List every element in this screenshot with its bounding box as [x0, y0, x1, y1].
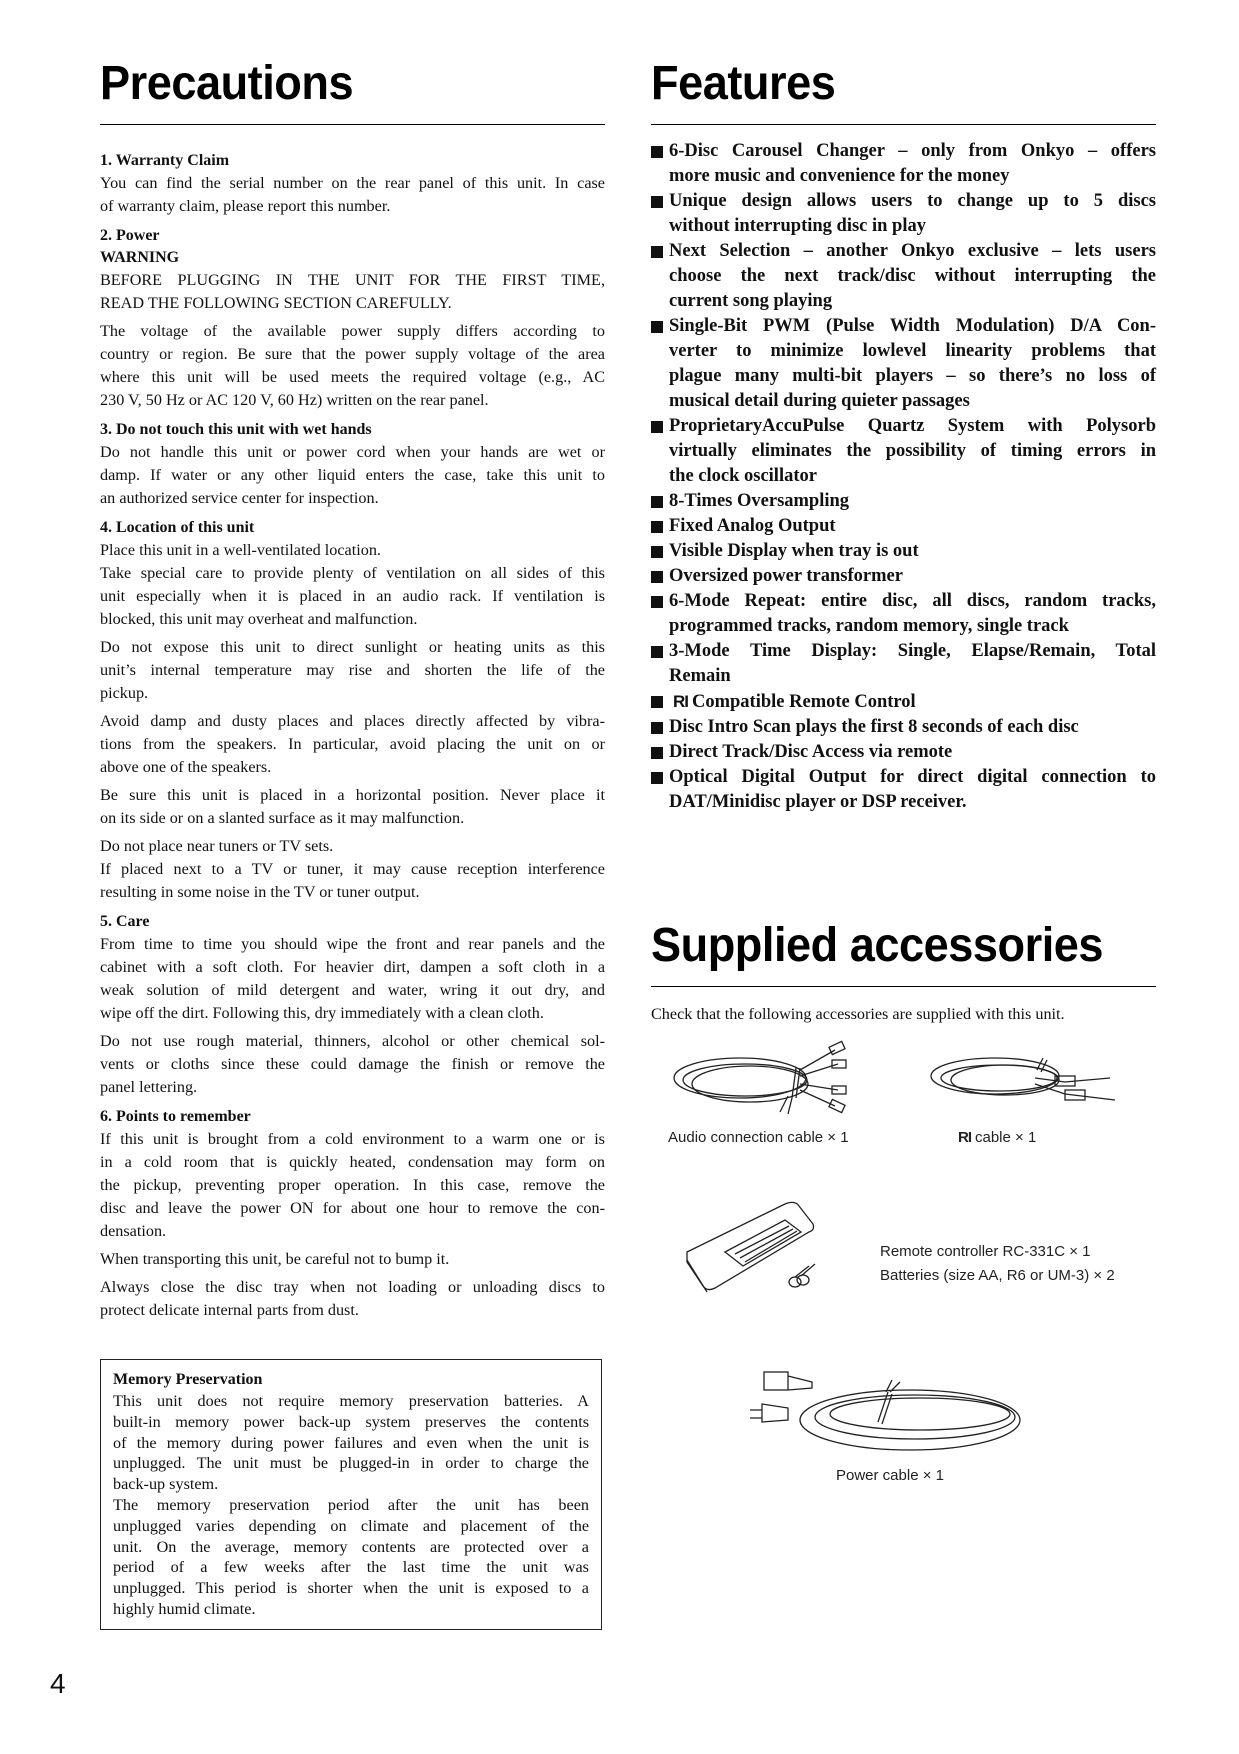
text-line: built-in memory power back-up system preserves the contents — [113, 1412, 589, 1431]
square-bullet-icon — [651, 496, 663, 508]
feature-item — [651, 765, 1156, 815]
square-bullet-icon — [651, 321, 663, 333]
precaution-paragraph — [100, 269, 605, 315]
text-line: Be sure this unit is placed in a horizontal position. Never place it — [100, 786, 605, 804]
precaution-paragraph — [100, 784, 605, 830]
feature-line: 6-Mode Repeat: entire disc, all discs, random tracks, — [669, 591, 1156, 611]
square-bullet-icon — [651, 747, 663, 759]
text-line: When transporting this unit, be careful not to bump it. — [100, 1250, 450, 1268]
accessories-title-rule — [651, 986, 1156, 987]
precaution-paragraph — [100, 933, 605, 1025]
text-line: unplugged varies depending on climate and placement of the — [113, 1516, 589, 1535]
power-cable-label: Power cable × 1 — [836, 1467, 944, 1484]
features-column — [651, 56, 1156, 815]
text-line: above one of the speakers. — [100, 758, 272, 776]
feature-item — [651, 489, 1156, 514]
text-line: BEFORE PLUGGING IN THE UNIT FOR THE FIRST TIME, — [100, 271, 605, 289]
text-line: unplugged. This period is shorter when the unit is exposed to a — [113, 1579, 589, 1598]
feature-line: ProprietaryAccuPulse Quartz System with Polysorb — [669, 416, 1156, 436]
text-line: pickup. — [100, 684, 149, 702]
ri-cable-label — [958, 1128, 1036, 1148]
memory-preservation-box — [100, 1359, 602, 1630]
feature-line: musical detail during quieter passages — [669, 391, 970, 411]
text-line: Do not place near tuners or TV sets. — [100, 837, 334, 855]
feature-item — [651, 239, 1156, 314]
precaution-section — [100, 1106, 605, 1322]
precaution-section — [100, 517, 605, 904]
precaution-heading: 4. Location of this unit — [100, 519, 255, 536]
text-line: in a cold room that is quickly heated, condensation may form on — [100, 1153, 605, 1171]
feature-line: Oversized power transformer — [669, 566, 903, 586]
text-line: unit especially when it is placed in an audio rack. If ventilation is — [100, 587, 605, 605]
text-line: wipe off the dirt. Following this, dry immediately with a clean cloth. — [100, 1004, 544, 1022]
features-title-rule — [651, 124, 1156, 125]
text-line: 230 V, 50 Hz or AC 120 V, 60 Hz) written on the rear panel. — [100, 391, 489, 409]
text-line: You can find the serial number on the rear panel of this unit. In case — [100, 174, 605, 192]
feature-line — [669, 689, 1156, 715]
audio-cable-label: Audio connection cable × 1 — [668, 1129, 849, 1146]
ri-cable-text: cable × 1 — [975, 1129, 1037, 1146]
text-line: an authorized service center for inspection. — [100, 489, 379, 507]
precaution-section — [100, 911, 605, 1099]
precaution-paragraph — [100, 320, 605, 412]
square-bullet-icon — [651, 146, 663, 158]
feature-text: Compatible Remote Control — [692, 692, 916, 712]
text-line: The memory preservation period after the unit has been — [113, 1495, 589, 1514]
text-line: on its side or on a slanted surface as it may malfunction. — [100, 809, 465, 827]
precaution-paragraph — [100, 1128, 605, 1243]
ri-cable-illustration — [925, 1048, 1125, 1113]
square-bullet-icon — [651, 421, 663, 433]
power-cable-illustration — [750, 1362, 1030, 1462]
feature-line: 3-Mode Time Display: Single, Elapse/Remain, Total — [669, 641, 1156, 661]
memory-preservation-heading: Memory Preservation — [113, 1371, 263, 1388]
feature-item — [651, 740, 1156, 765]
text-line: Always close the disc tray when not loading or unloading discs to — [100, 1278, 605, 1296]
square-bullet-icon — [651, 546, 663, 558]
feature-line: virtually eliminates the possibility of timing errors in — [669, 441, 1156, 461]
precaution-paragraph — [100, 1030, 605, 1099]
feature-line: Optical Digital Output for direct digital connection to — [669, 767, 1156, 787]
precaution-paragraph — [100, 1248, 605, 1271]
feature-line: the clock oscillator — [669, 466, 817, 486]
feature-line: DAT/Minidisc player or DSP receiver. — [669, 792, 967, 812]
text-line: If placed next to a TV or tuner, it may cause reception interference — [100, 860, 605, 878]
text-line: Avoid damp and dusty places and places directly affected by vibra- — [100, 712, 605, 730]
text-line: Do not use rough material, thinners, alcohol or other chemical sol- — [100, 1032, 605, 1050]
text-line: unit. On the average, memory contents are protected over a — [113, 1537, 589, 1556]
feature-line: current song playing — [669, 291, 833, 311]
text-line: vents or cloths since these could damage the finish or remove the — [100, 1055, 605, 1073]
precaution-paragraph — [100, 835, 605, 904]
ri-logo-icon: RI — [673, 692, 688, 711]
text-line: From time to time you should wipe the front and rear panels and the — [100, 935, 605, 953]
feature-line: verter to minimize lowlevel linearity problems that — [669, 341, 1156, 361]
feature-item — [651, 689, 1156, 715]
square-bullet-icon — [651, 196, 663, 208]
text-line: blocked, this unit may overheat and malfunction. — [100, 610, 418, 628]
feature-line: Disc Intro Scan plays the first 8 seconds of each disc — [669, 717, 1079, 737]
accessories-title: Supplied accessories — [651, 919, 1104, 972]
text-line: of the memory during power failures and even when the unit is — [113, 1433, 589, 1452]
precaution-heading: 5. Care — [100, 913, 150, 930]
feature-line: 6-Disc Carousel Changer – only from Onkyo – offers — [669, 141, 1156, 161]
square-bullet-icon — [651, 696, 663, 708]
text-line: tions from the speakers. In particular, avoid placing the unit on or — [100, 735, 605, 753]
warning-heading: WARNING — [100, 249, 180, 266]
remote-controller-illustration — [685, 1200, 825, 1295]
precaution-paragraph — [100, 636, 605, 705]
text-line: This unit does not require memory preservation batteries. A — [113, 1392, 589, 1410]
precautions-column — [100, 56, 605, 1322]
precaution-paragraph — [100, 1276, 605, 1322]
feature-item — [651, 189, 1156, 239]
text-line: damp. If water or any other liquid enters the case, take this unit to — [100, 466, 605, 484]
precaution-section — [100, 225, 605, 412]
precaution-section — [100, 150, 605, 218]
square-bullet-icon — [651, 772, 663, 784]
text-line: resulting in some noise in the TV or tuner output. — [100, 883, 420, 901]
feature-line: more music and convenience for the money — [669, 166, 1010, 186]
text-line: panel lettering. — [100, 1078, 198, 1096]
text-line: unplugged. The unit must be plugged-in in order to charge the — [113, 1454, 589, 1473]
features-list — [651, 139, 1156, 815]
text-line: READ THE FOLLOWING SECTION CAREFULLY. — [100, 294, 452, 312]
accessories-header — [651, 918, 1156, 987]
feature-line: 8-Times Oversampling — [669, 491, 850, 511]
text-line: highly humid climate. — [113, 1599, 256, 1618]
feature-item — [651, 639, 1156, 689]
batteries-label: Batteries (size AA, R6 or UM-3) × 2 — [880, 1267, 1115, 1284]
precaution-section — [100, 419, 605, 510]
text-line: The voltage of the available power supply differs according to — [100, 322, 605, 340]
text-line: where this unit will be used meets the required voltage (e.g., AC — [100, 368, 605, 386]
text-line: weak solution of mild detergent and water, wring it out dry, and — [100, 981, 605, 999]
feature-item — [651, 589, 1156, 639]
feature-line: Remain — [669, 666, 731, 686]
square-bullet-icon — [651, 571, 663, 583]
precaution-paragraph — [100, 539, 605, 631]
text-line: Take special care to provide plenty of ventilation on all sides of this — [100, 564, 605, 582]
feature-line: Next Selection – another Onkyo exclusive – lets users — [669, 241, 1156, 261]
text-line: disc and leave the power ON for about one hour to remove the con- — [100, 1199, 605, 1217]
feature-item — [651, 539, 1156, 564]
feature-line: choose the next track/disc without interrupting the — [669, 266, 1156, 286]
text-line: protect delicate internal parts from dust. — [100, 1301, 359, 1319]
square-bullet-icon — [651, 521, 663, 533]
feature-item — [651, 314, 1156, 414]
feature-line: Visible Display when tray is out — [669, 541, 919, 561]
feature-item — [651, 514, 1156, 539]
feature-item — [651, 139, 1156, 189]
text-line: back-up system. — [113, 1475, 219, 1494]
text-line: If this unit is brought from a cold environment to a warm one or is — [100, 1130, 605, 1148]
feature-item — [651, 564, 1156, 589]
precautions-title: Precautions — [100, 57, 354, 110]
precaution-paragraph — [100, 172, 605, 218]
precaution-heading: 1. Warranty Claim — [100, 152, 230, 169]
precaution-paragraph — [100, 441, 605, 510]
feature-line: programmed tracks, random memory, single track — [669, 616, 1069, 636]
remote-controller-label: Remote controller RC-331C × 1 — [880, 1243, 1091, 1260]
precaution-heading: 2. Power — [100, 227, 160, 244]
memory-preservation-text — [113, 1391, 589, 1620]
text-line: period of a few weeks after the last time the unit was — [113, 1558, 589, 1577]
text-line: country or region. Be sure that the power supply voltage of the area — [100, 345, 605, 363]
text-line: unit’s internal temperature may rise and shorten the life of the — [100, 661, 605, 679]
text-line: cabinet with a soft cloth. For heavier dirt, dampen a soft cloth in a — [100, 958, 605, 976]
square-bullet-icon — [651, 722, 663, 734]
feature-item — [651, 715, 1156, 740]
feature-line: plague many multi-bit players – so there’s no loss of — [669, 366, 1156, 386]
accessories-intro: Check that the following accessories are supplied with this unit. — [651, 1005, 1065, 1023]
features-title: Features — [651, 57, 836, 110]
feature-line: Single-Bit PWM (Pulse Width Modulation) D/A Con- — [669, 316, 1156, 336]
precautions-body — [100, 150, 605, 1322]
feature-line: without interrupting disc in play — [669, 216, 926, 236]
feature-line: Unique design allows users to change up to 5 discs — [669, 191, 1156, 211]
feature-item — [651, 414, 1156, 489]
precaution-heading: 6. Points to remember — [100, 1108, 251, 1125]
precaution-paragraph — [100, 710, 605, 779]
text-line: Place this unit in a well-ventilated location. — [100, 541, 381, 559]
text-line: Do not handle this unit or power cord when your hands are wet or — [100, 443, 605, 461]
audio-cable-illustration — [660, 1040, 880, 1120]
precautions-title-rule — [100, 124, 605, 125]
text-line: the pickup, preventing proper operation. In this case, remove the — [100, 1176, 605, 1194]
feature-line: Direct Track/Disc Access via remote — [669, 742, 953, 762]
text-line: of warranty claim, please report this number. — [100, 197, 391, 215]
square-bullet-icon — [651, 646, 663, 658]
page-number: 4 — [50, 1668, 66, 1699]
ri-logo-icon: RI — [958, 1129, 971, 1146]
text-line: Do not expose this unit to direct sunlight or heating units as this — [100, 638, 605, 656]
square-bullet-icon — [651, 596, 663, 608]
precaution-heading: 3. Do not touch this unit with wet hands — [100, 421, 372, 438]
text-line: densation. — [100, 1222, 167, 1240]
square-bullet-icon — [651, 246, 663, 258]
feature-line: Fixed Analog Output — [669, 516, 836, 536]
